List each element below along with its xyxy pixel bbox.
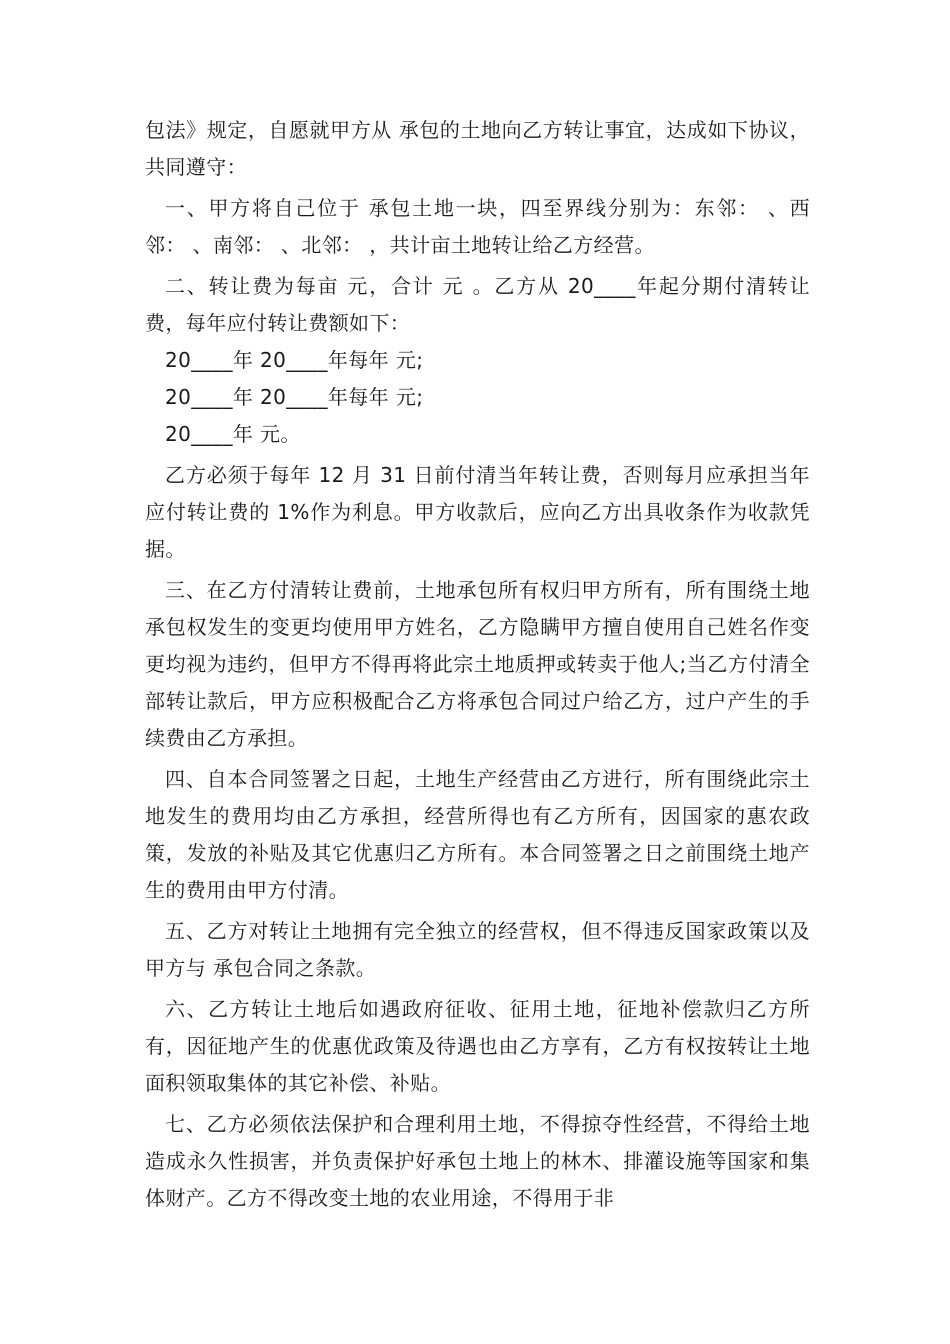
paragraph-payment-deadline: 乙方必须于每年 12 月 31 日前付清当年转让费，否则每月应承担当年应付转让费的 1%作为利息。甲方收款后，应向乙方出具收条作为收款凭据。 [145, 463, 810, 561]
paragraph-clause-7-land-protection: 七、乙方必须依法保护和合理利用土地，不得掠夺性经营，不得给土地造成永久性损害，并负责保护好承包土地上的林木、排灌设施等国家和集体财产。乙方不得改变土地的农业用途，不得用于非 [145, 1112, 810, 1210]
paragraph-clause-4-operation: 四、自本合同签署之日起，土地生产经营由乙方进行，所有围绕此宗土地发生的费用均由乙方承担，经营所得也有乙方所有，因国家的惠农政策，发放的补贴及其它优惠归乙方所有。本合同签署之日之前围绕土地产生的费用由甲方付清。 [145, 767, 810, 902]
paragraph-clause-6-expropriation: 六、乙方转让土地后如遇政府征收、征用土地，征地补偿款归乙方所有，因征地产生的优惠优政策及待遇也由乙方享有，乙方有权按转让土地面积领取集体的其它补偿、补贴。 [145, 997, 810, 1095]
document-page [145, 112, 810, 1217]
paragraph-clause-2-transfer-fee: 二、转让费为每亩 元，合计 元 。乙方从 20____年起分期付清转让费，每年应付转让费额如下： [145, 274, 810, 335]
paragraph-payment-line-3: 20____年 元。 [165, 422, 301, 446]
paragraph-clause-5-management-rights: 五、乙方对转让土地拥有完全独立的经营权，但不得违反国家政策以及甲方与 承包合同之条款。 [145, 919, 810, 980]
paragraph-intro-continuation: 包法》规定，自愿就甲方从 承包的土地向乙方转让事宜，达成如下协议，共同遵守： [145, 118, 810, 179]
paragraph-payment-line-1: 20____年 20____年每年 元; [165, 348, 424, 372]
paragraph-payment-line-2: 20____年 20____年每年 元; [165, 385, 424, 409]
paragraph-clause-1-land-location: 一、甲方将自己位于 承包土地一块，四至界线分别为：东邻： 、西邻： 、南邻： 、北邻： ，共计亩土地转让给乙方经营。 [145, 196, 810, 257]
paragraph-clause-3-ownership: 三、在乙方付清转让费前，土地承包所有权归甲方所有，所有围绕土地承包权发生的变更均使用甲方姓名，乙方隐瞒甲方擅自使用自己姓名作变更均视为违约，但甲方不得再将此宗土地质押或转卖于他人;当乙方付清全部转让款后，甲方应积极配合乙方将承包合同过户给乙方，过户产生的手续费由乙方承担。 [145, 578, 810, 750]
